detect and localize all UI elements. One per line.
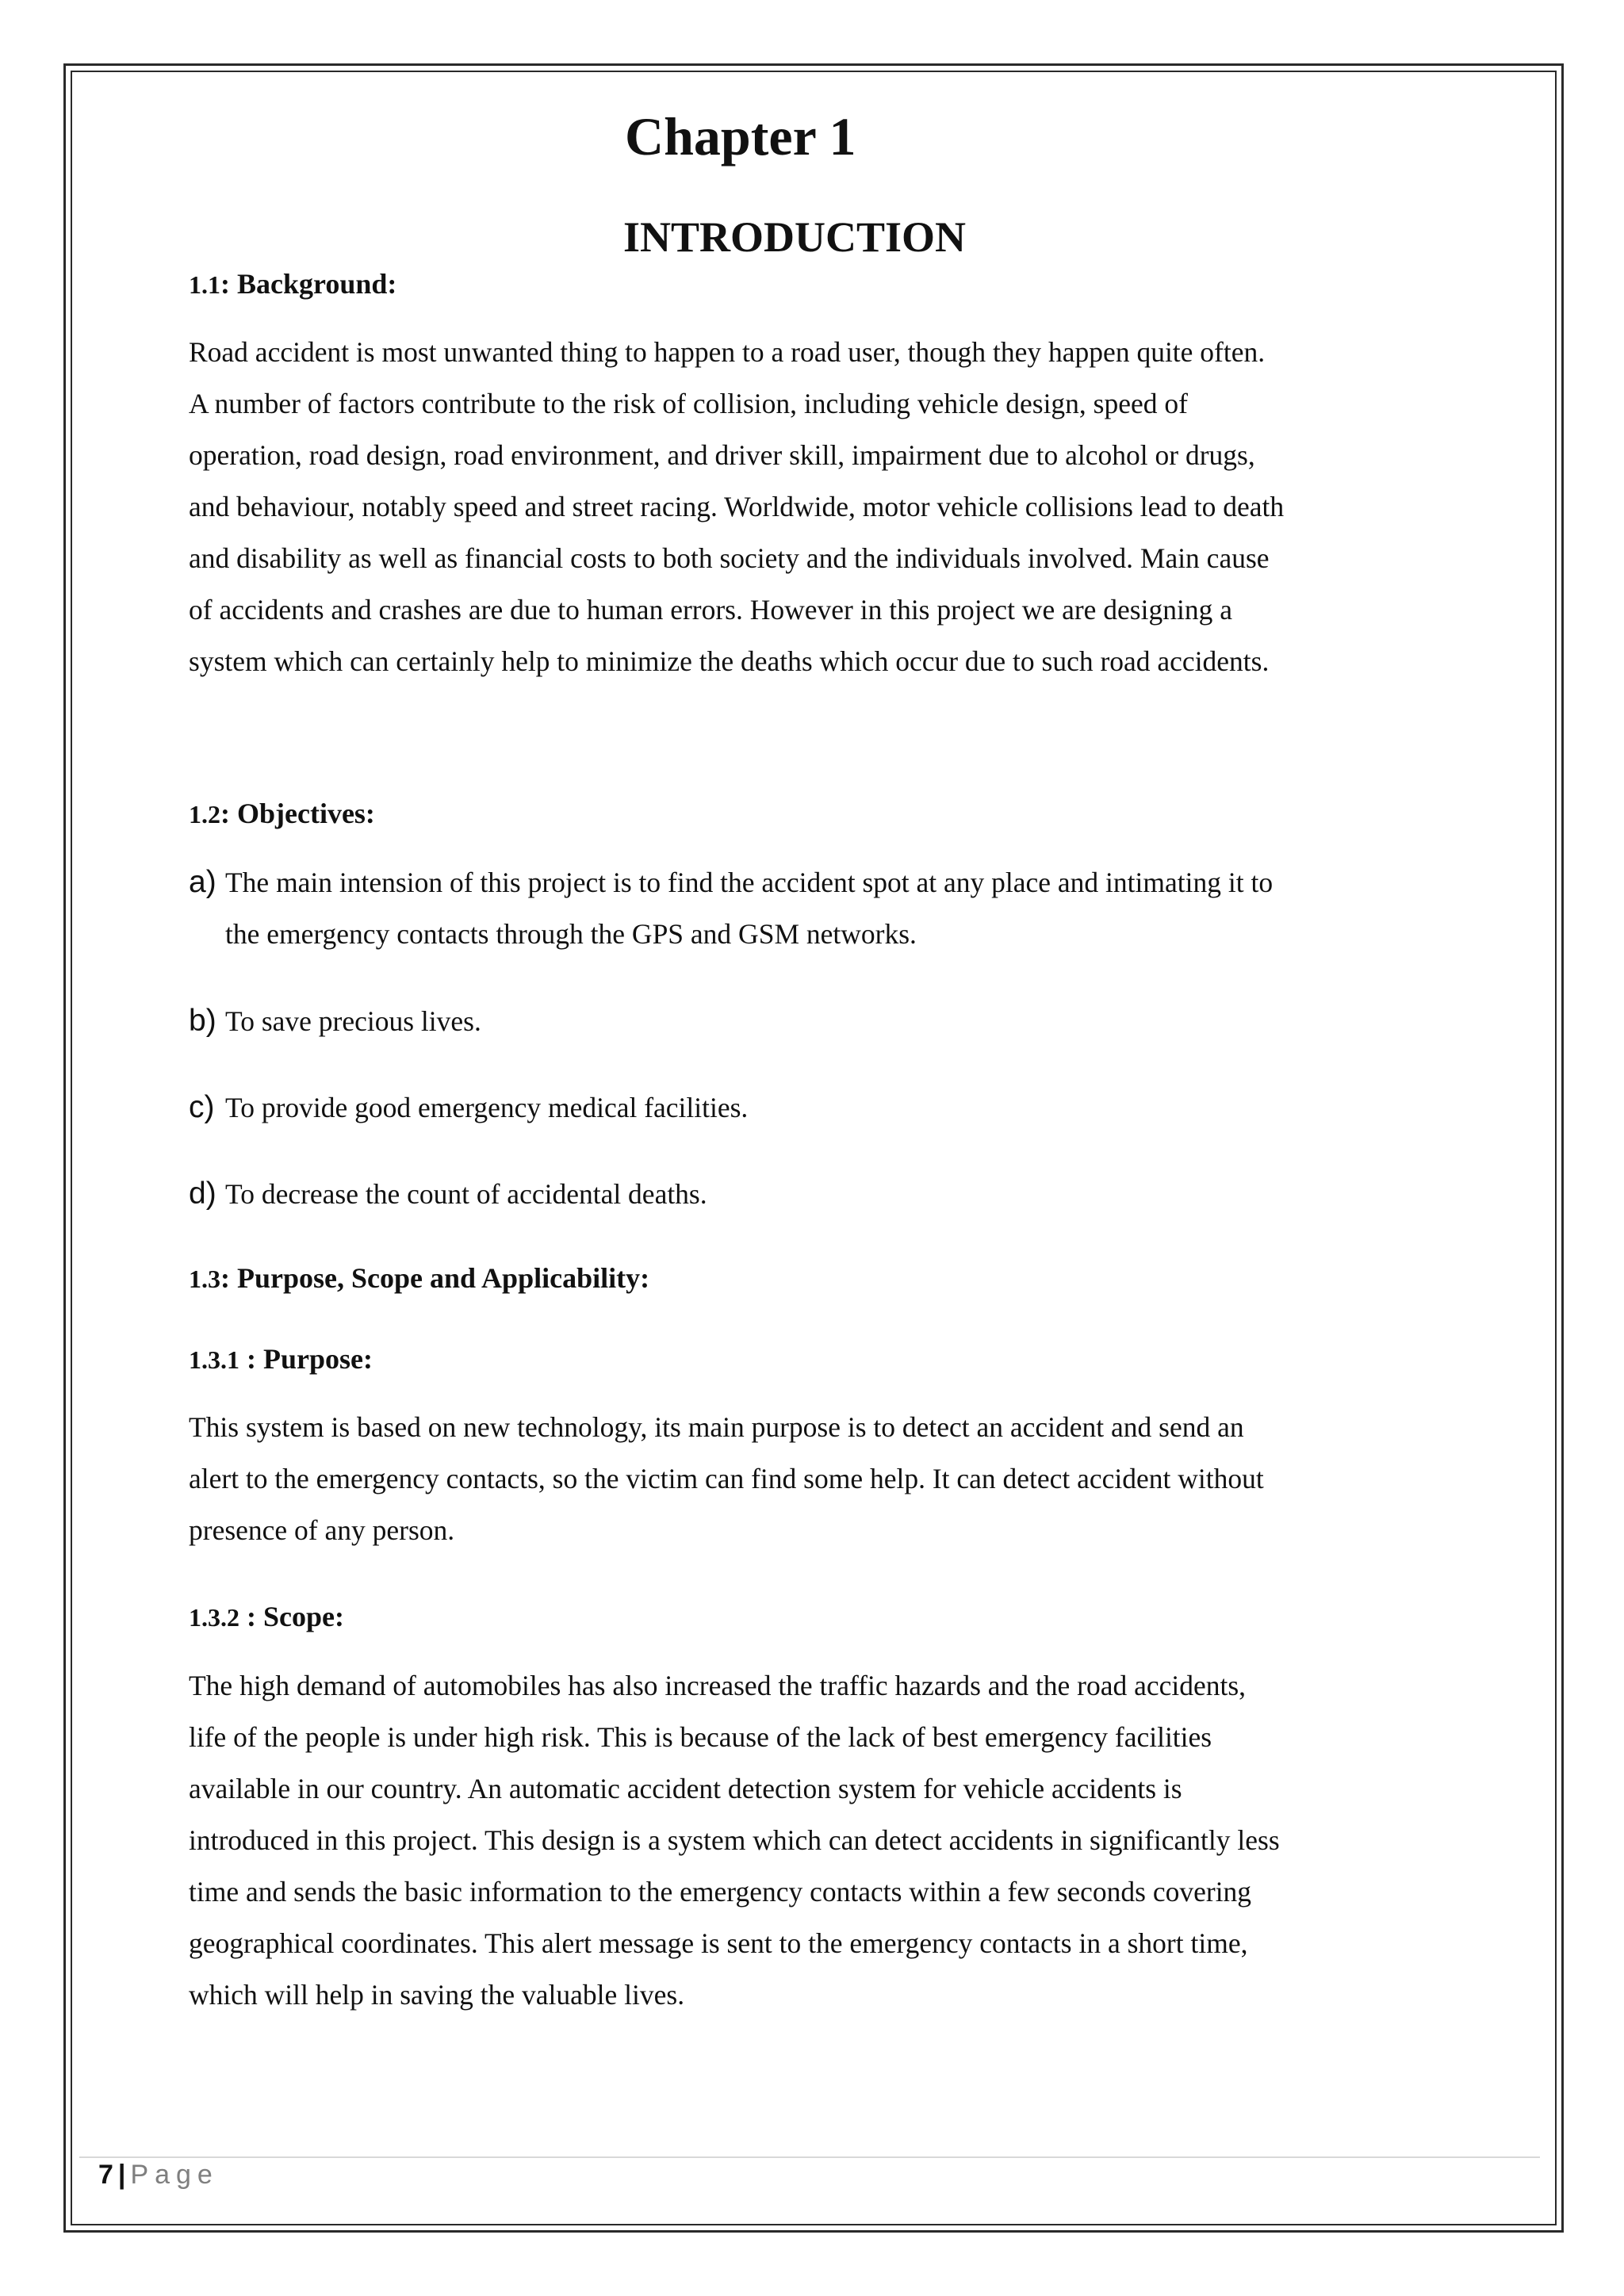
paragraph-line: and disability as well as financial costs to both society and the individuals involved. Main cause — [189, 542, 1270, 574]
chapter-title: Chapter 1 — [625, 106, 856, 166]
paragraph-line: operation, road design, road environment, and driver skill, impairment due to alcohol or drugs, — [189, 439, 1255, 471]
objective-text: To provide good emergency medical facilities. — [225, 1092, 749, 1123]
footer-divider — [79, 2156, 1540, 2158]
objective-item-b — [189, 995, 1394, 1047]
background-paragraph — [189, 327, 1394, 687]
paragraph-line: system which can certainly help to minimize the deaths which occur due to such road accidents. — [189, 645, 1270, 677]
section-number: 1.1 — [189, 270, 220, 299]
purpose-paragraph — [189, 1402, 1394, 1556]
paragraph-line: life of the people is under high risk. This is because of the lack of best emergency facilities — [189, 1721, 1212, 1753]
objective-item-d — [189, 1168, 1394, 1220]
page-label: Page — [130, 2160, 219, 2190]
scope-paragraph — [189, 1660, 1394, 2021]
paragraph-line: A number of factors contribute to the risk of collision, including vehicle design, speed of — [189, 388, 1188, 419]
section-heading-objectives — [189, 799, 375, 828]
section-title: : Objectives: — [220, 798, 375, 829]
section-heading-purpose-scope — [189, 1264, 649, 1292]
paragraph-line: Road accident is most unwanted thing to happen to a road user, though they happen quite often. — [189, 336, 1266, 368]
objective-text: To save precious lives. — [225, 1005, 481, 1037]
paragraph-line: presence of any person. — [189, 1514, 455, 1546]
chapter-subtitle: INTRODUCTION — [623, 213, 967, 261]
list-marker: a) — [189, 865, 216, 899]
paragraph-line: introduced in this project. This design is a system which can detect accidents in significantly less — [189, 1824, 1280, 1856]
list-marker: b) — [189, 1004, 216, 1038]
section-number: 1.3.1 — [189, 1345, 239, 1374]
list-marker: c) — [189, 1090, 215, 1124]
section-title: : Purpose, Scope and Applicability: — [220, 1262, 650, 1294]
subsection-heading-purpose — [189, 1345, 373, 1373]
paragraph-line: This system is based on new technology, its main purpose is to detect an accident and send an — [189, 1411, 1244, 1443]
paragraph-line: available in our country. An automatic accident detection system for vehicle accidents is — [189, 1773, 1182, 1804]
paragraph-line: alert to the emergency contacts, so the victim can find some help. It can detect accident without — [189, 1463, 1264, 1494]
paragraph-line: The high demand of automobiles has also increased the traffic hazards and the road accidents, — [189, 1670, 1247, 1701]
page-footer — [98, 2161, 219, 2188]
objective-item-a — [189, 856, 1394, 960]
objective-item-c — [189, 1081, 1394, 1134]
page-number: 7 — [98, 2160, 113, 2190]
list-marker: d) — [189, 1177, 216, 1211]
section-title: : Scope: — [239, 1601, 344, 1632]
section-number: 1.2 — [189, 800, 220, 828]
objective-text-continued: the emergency contacts through the GPS and GSM networks. — [225, 918, 917, 950]
footer-separator: | — [117, 2160, 126, 2190]
paragraph-line: and behaviour, notably speed and street racing. Worldwide, motor vehicle collisions lead to death — [189, 491, 1285, 522]
section-heading-background — [189, 270, 396, 298]
section-number: 1.3.2 — [189, 1603, 239, 1632]
section-number: 1.3 — [189, 1265, 220, 1293]
section-title: : Background: — [220, 268, 397, 300]
paragraph-line: of accidents and crashes are due to human errors. However in this project we are designing a — [189, 594, 1232, 626]
paragraph-line: geographical coordinates. This alert message is sent to the emergency contacts in a short time, — [189, 1927, 1248, 1959]
paragraph-line: which will help in saving the valuable lives. — [189, 1979, 685, 2011]
objective-text: To decrease the count of accidental deaths. — [225, 1178, 707, 1210]
subsection-heading-scope — [189, 1602, 344, 1631]
paragraph-line: time and sends the basic information to the emergency contacts within a few seconds covering — [189, 1876, 1252, 1908]
section-title: : Purpose: — [239, 1343, 373, 1375]
objective-text: The main intension of this project is to find the accident spot at any place and intimating it to — [225, 867, 1274, 898]
